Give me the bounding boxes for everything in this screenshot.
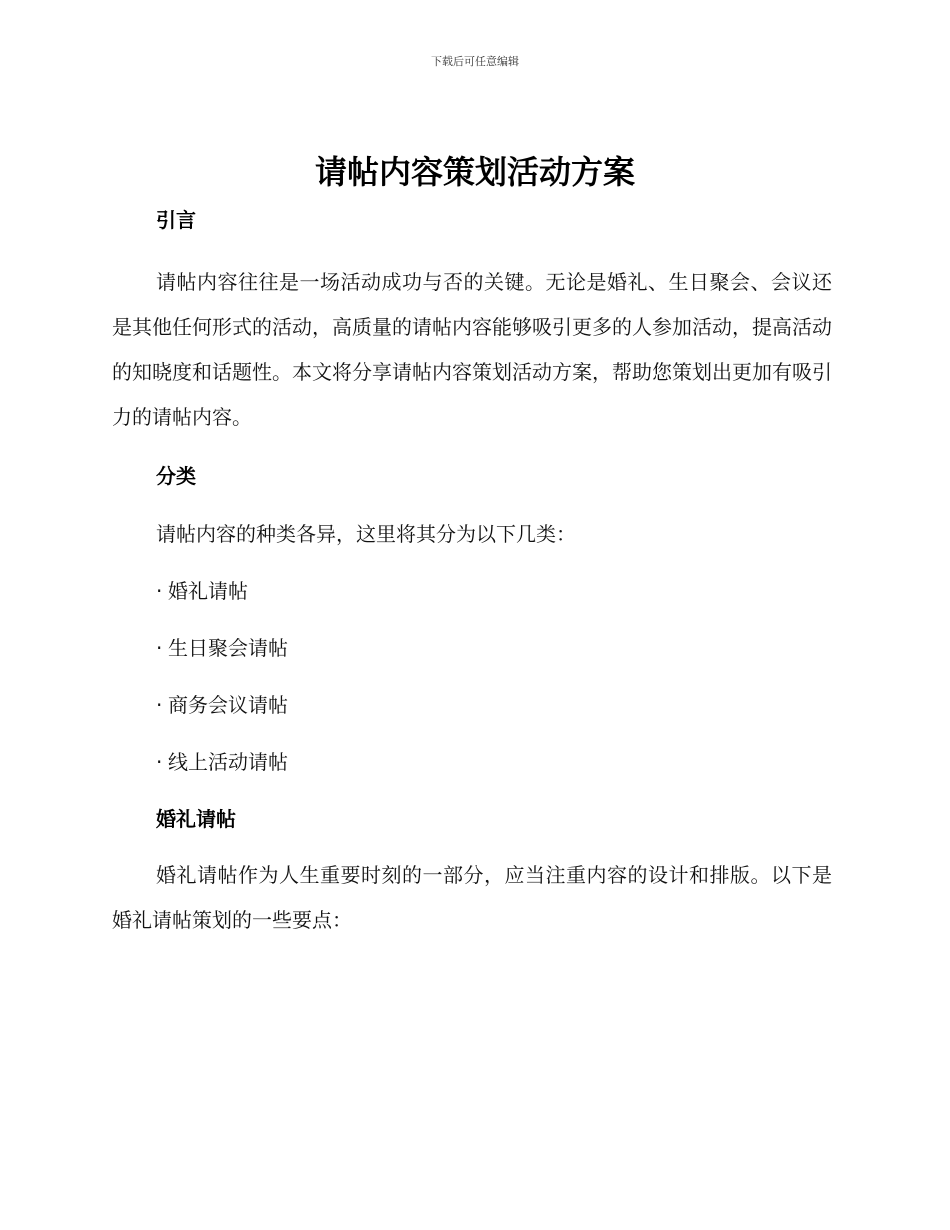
document-body [112, 202, 832, 943]
list-item-label: 线上活动请帖 [168, 750, 288, 774]
intro-paragraph: 请帖内容往往是一场活动成功与否的关键。无论是婚礼、生日聚会、会议还是其他任何形式的活动，高质量的请帖内容能够吸引更多的人参加活动，提高活动的知晓度和话题性。本文将分享请帖内容策划活动方案，帮助您策划出更加有吸引力的请帖内容。 [112, 270, 832, 429]
list-item [112, 573, 832, 609]
section-heading-categories: 分类 [156, 464, 196, 488]
list-item-label: 婚礼请帖 [168, 579, 248, 603]
bullet-icon: · [156, 636, 163, 660]
bullet-icon: · [156, 579, 163, 603]
section-heading-wedding: 婚礼请帖 [156, 807, 236, 831]
section-heading-intro: 引言 [156, 208, 196, 232]
list-item [112, 630, 832, 666]
list-item-label: 生日聚会请帖 [168, 636, 288, 660]
list-item-label: 商务会议请帖 [168, 693, 288, 717]
header-note: 下载后可任意编辑 [431, 55, 519, 68]
category-list [112, 573, 832, 780]
bullet-icon: · [156, 693, 163, 717]
bullet-icon: · [156, 750, 163, 774]
list-item [112, 744, 832, 780]
document-title: 请帖内容策划活动方案 [314, 153, 635, 191]
wedding-paragraph: 婚礼请帖作为人生重要时刻的一部分，应当注重内容的设计和排版。以下是婚礼请帖策划的一些要点： [112, 863, 832, 932]
list-item [112, 687, 832, 723]
categories-intro: 请帖内容的种类各异，这里将其分为以下几类： [156, 522, 576, 546]
